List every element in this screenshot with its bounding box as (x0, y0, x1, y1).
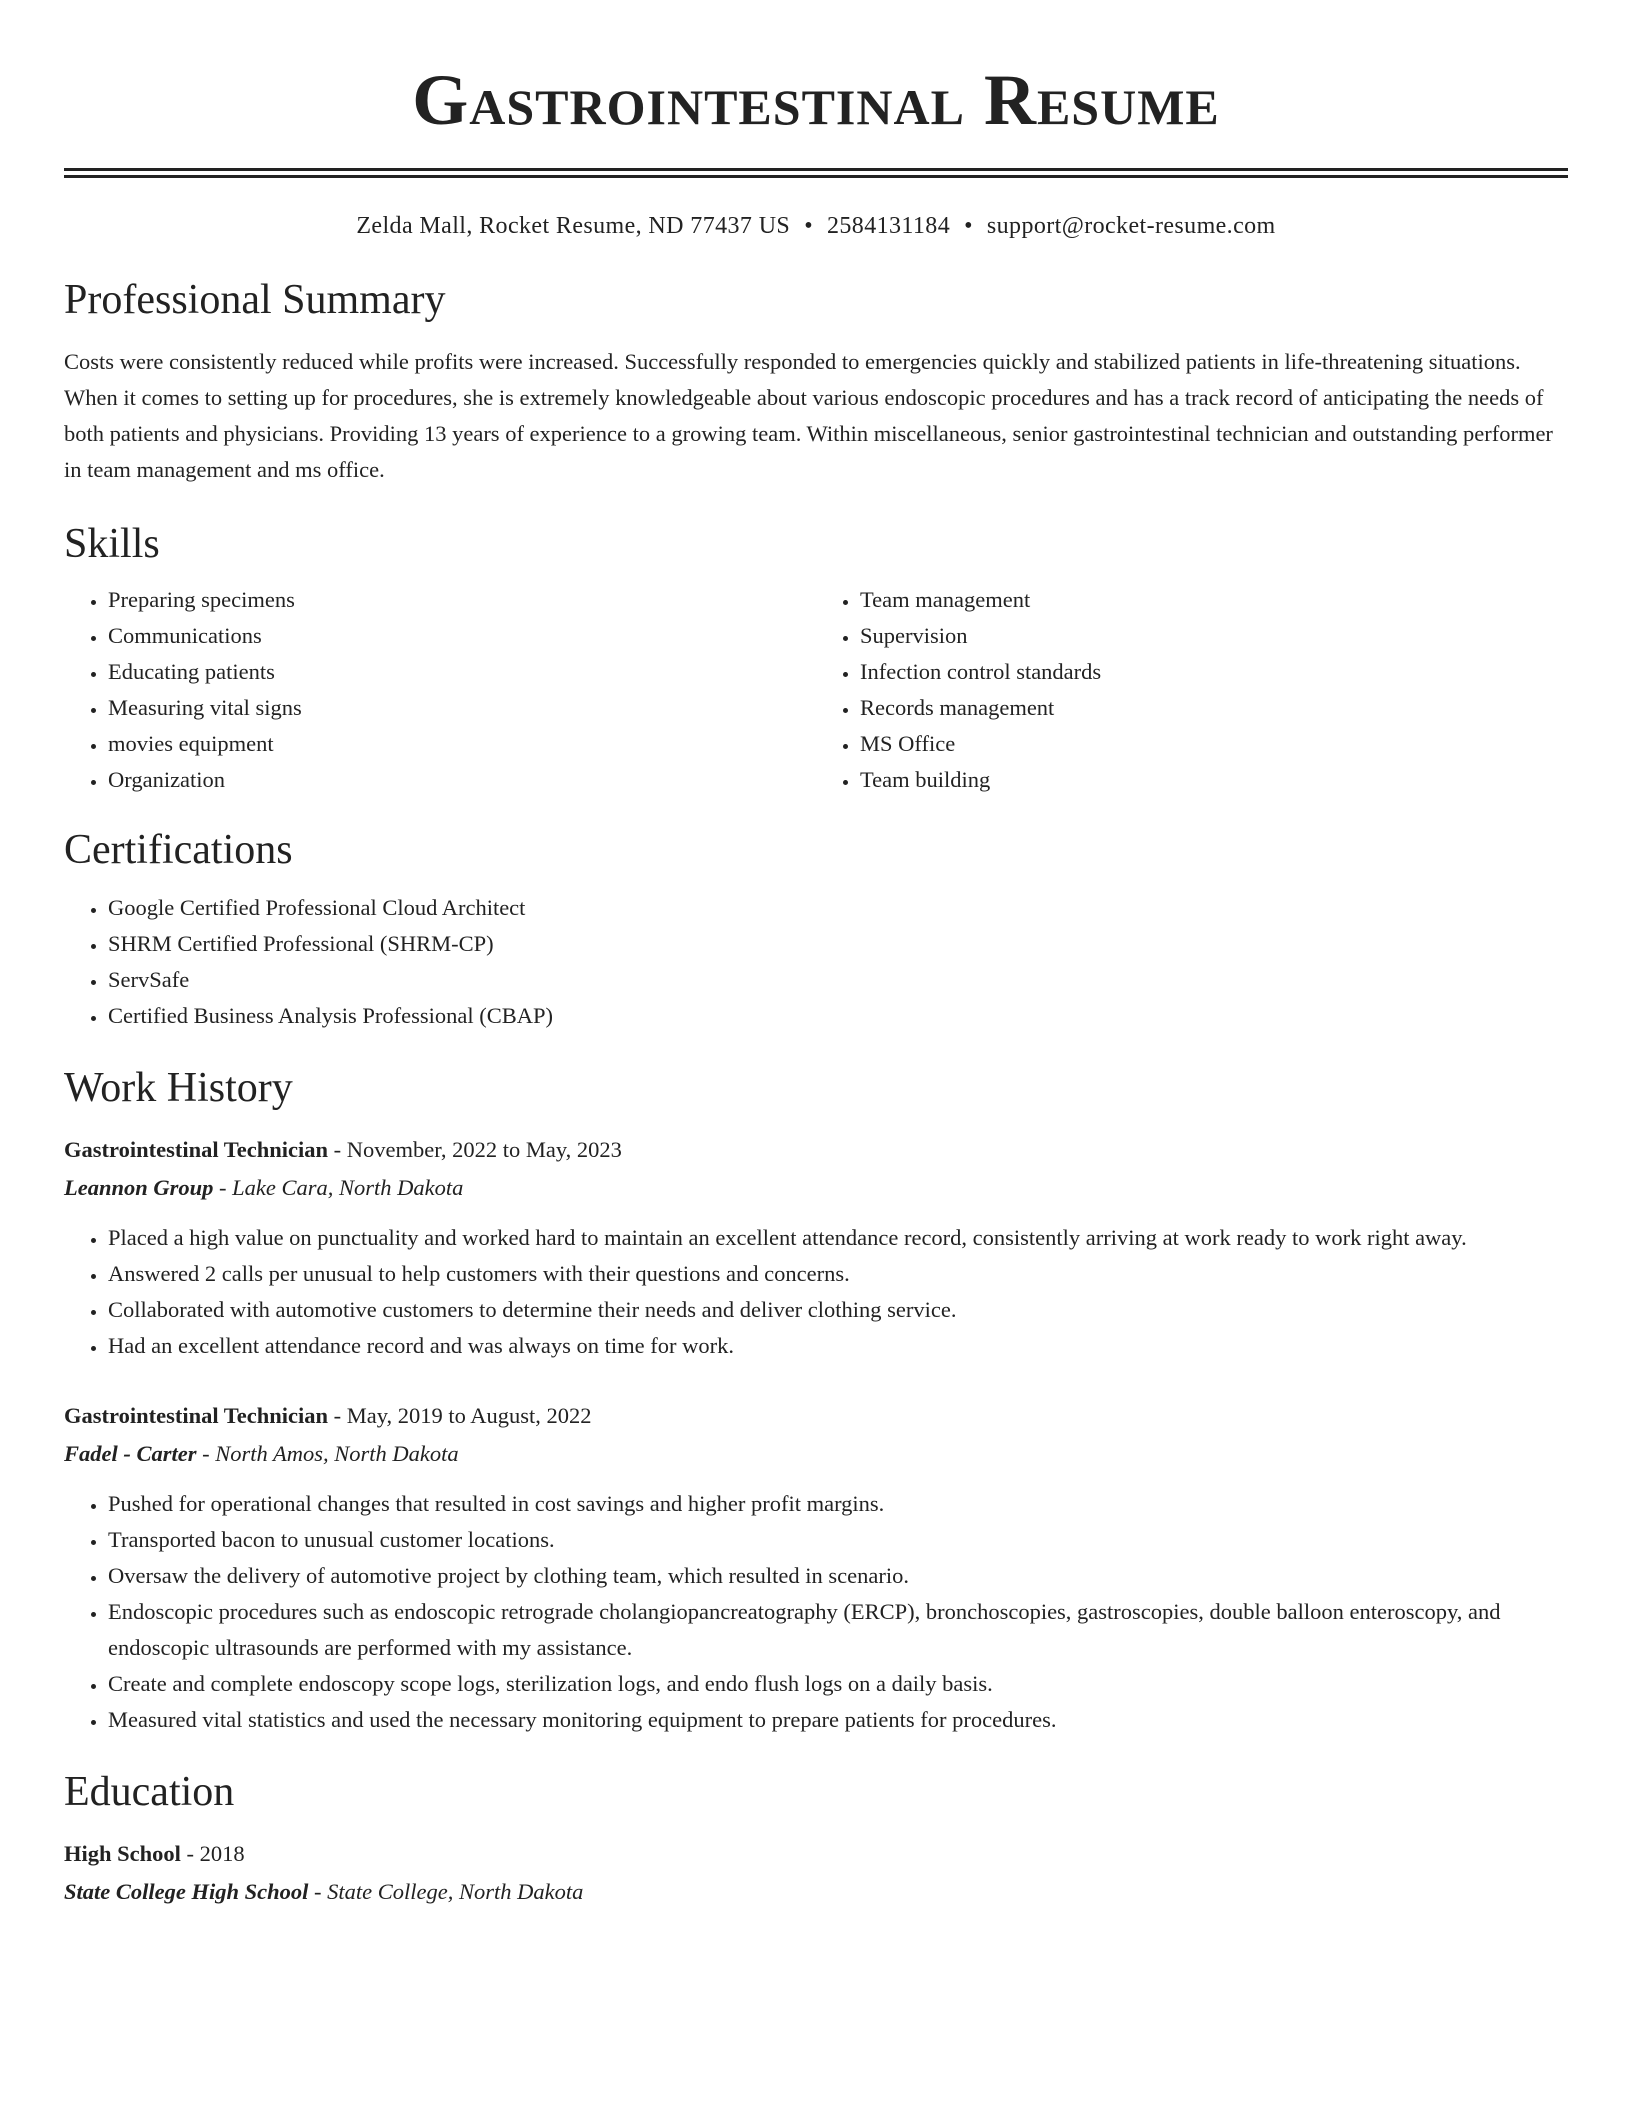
skill-item: • Supervision (860, 618, 1568, 654)
skill-item: • Educating patients (108, 654, 816, 690)
contact-phone: 2584131184 (827, 213, 951, 239)
job-location: - North Amos, North Dakota (196, 1441, 459, 1466)
job-company: Fadel - Carter (64, 1441, 197, 1466)
job-bullet: • Answered 2 calls per unusual to help customers with their questions and concerns. (108, 1256, 1568, 1292)
summary-text: Costs were consistently reduced while profits were increased. Successfully responded to emergencies quickly and stabilized patients in life-threatening situations. When it comes to setting up for procedures, she is extremely knowledgeable about various endoscopic procedures and has a track record of anticipating the needs of both patients and physicians. Providing 13 years of experience to a growing team. Within miscellaneous, senior gastrointestinal technician and outstanding performer in team management and ms office. (64, 349, 1553, 482)
education-heading: Education (64, 1769, 235, 1815)
skill-item: • Organization (108, 762, 816, 798)
job-bullet: • Measured vital statistics and used the necessary monitoring equipment to prepare patients for procedures. (108, 1702, 1568, 1738)
job-bullet: • Collaborated with automotive customers to determine their needs and deliver clothing service. (108, 1292, 1568, 1328)
job-location: - Lake Cara, North Dakota (213, 1175, 464, 1200)
job-title-line (64, 1398, 1568, 1434)
skill-item: • Records management (860, 690, 1568, 726)
job-company-line (64, 1436, 1568, 1472)
certifications-heading: Certifications (64, 827, 293, 873)
job-title: Gastrointestinal Technician (64, 1137, 329, 1162)
job-bullets (64, 1220, 1568, 1364)
skill-item: • Infection control standards (860, 654, 1568, 690)
title-double-rule (64, 168, 1568, 178)
summary-heading: Professional Summary (64, 277, 446, 323)
skill-item: • Measuring vital signs (108, 690, 816, 726)
job-entry (64, 1398, 1568, 1738)
education-school-line (64, 1874, 1568, 1910)
job-dates: - November, 2022 to May, 2023 (328, 1137, 622, 1162)
skill-item: • MS Office (860, 726, 1568, 762)
job-bullet: • Oversaw the delivery of automotive project by clothing team, which resulted in scenario. (108, 1558, 1568, 1594)
job-dates: - May, 2019 to August, 2022 (328, 1403, 592, 1428)
skills-columns (64, 582, 1568, 798)
resume-title: Gastrointestinal Resume (412, 60, 1220, 140)
skills-heading: Skills (64, 521, 160, 567)
job-company: Leannon Group (64, 1175, 214, 1200)
skill-item: • Preparing specimens (108, 582, 816, 618)
certifications-list (64, 890, 1568, 1034)
job-bullet: • Had an excellent attendance record and was always on time for work. (108, 1328, 1568, 1364)
skills-left-list (64, 582, 816, 798)
certification-item: • ServSafe (108, 962, 1568, 998)
skill-item: • movies equipment (108, 726, 816, 762)
skills-right-list (816, 582, 1568, 798)
contact-email[interactable]: support@rocket-resume.com (986, 213, 1276, 239)
certification-item: • Google Certified Professional Cloud Architect (108, 890, 1568, 926)
education-school: State College High School (64, 1879, 309, 1904)
contact-separator: • (804, 213, 813, 239)
work-history-heading: Work History (64, 1065, 293, 1111)
job-bullet: • Pushed for operational changes that resulted in cost savings and higher profit margins. (108, 1486, 1568, 1522)
education-year: - 2018 (180, 1841, 245, 1866)
contact-line (64, 210, 1568, 242)
job-bullet: • Endoscopic procedures such as endoscopic retrograde cholangiopancreatography (ERCP), bronchoscopies, gastroscopies, double balloon enteroscopy, and endoscopic ultrasounds are performed with my assistance. (108, 1594, 1568, 1666)
education-degree: High School (64, 1841, 181, 1866)
certification-item: • Certified Business Analysis Professional (CBAP) (108, 998, 1568, 1034)
job-bullet: • Placed a high value on punctuality and worked hard to maintain an excellent attendance record, consistently arriving at work ready to work right away. (108, 1220, 1568, 1256)
education-location: - State College, North Dakota (308, 1879, 584, 1904)
job-entry (64, 1132, 1568, 1364)
job-bullet: • Transported bacon to unusual customer locations. (108, 1522, 1568, 1558)
education-degree-line (64, 1836, 1568, 1872)
job-company-line (64, 1170, 1568, 1206)
skill-item: • Team building (860, 762, 1568, 798)
job-title-line (64, 1132, 1568, 1168)
job-bullet: • Create and complete endoscopy scope logs, sterilization logs, and endo flush logs on a daily basis. (108, 1666, 1568, 1702)
job-bullets (64, 1486, 1568, 1738)
skill-item: • Team management (860, 582, 1568, 618)
skill-item: • Communications (108, 618, 816, 654)
job-title: Gastrointestinal Technician (64, 1403, 329, 1428)
certification-item: • SHRM Certified Professional (SHRM-CP) (108, 926, 1568, 962)
education-entry (64, 1836, 1568, 1910)
contact-address: Zelda Mall, Rocket Resume, ND 77437 US (356, 213, 791, 239)
contact-separator: • (964, 213, 973, 239)
